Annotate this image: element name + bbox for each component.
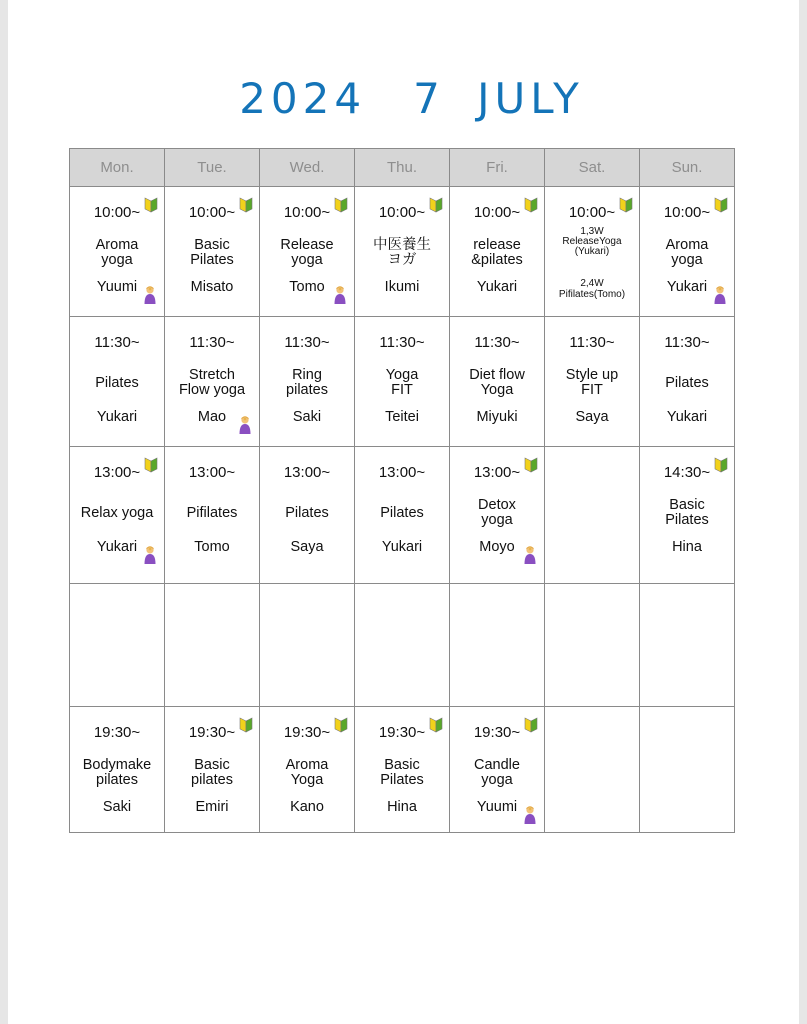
weekday-thu: Thu.: [355, 149, 450, 187]
instructor-name: Kano: [290, 799, 324, 815]
schedule-cell-mon: [70, 707, 165, 833]
schedule-cell-wed: [260, 187, 355, 317]
schedule-row: [70, 317, 735, 447]
class-time: 11:30~: [284, 334, 330, 351]
instructor-figure-icon: [237, 415, 253, 435]
class-name: Aroma yoga: [95, 237, 139, 268]
class-time: 14:30~: [663, 464, 711, 481]
class-name: Stretch Flow yoga: [178, 367, 246, 398]
instructor-name: Yuumi: [96, 279, 138, 295]
class-name: Basic pilates: [191, 757, 233, 788]
schedule-cell-mon: [70, 187, 165, 317]
beginner-mark-icon: [714, 457, 728, 473]
class-slot: [260, 187, 354, 316]
class-slot: [70, 317, 164, 446]
schedule-cell-sat: [545, 447, 640, 584]
weekday-tue: Tue.: [165, 149, 260, 187]
instructor-name: Saya: [290, 539, 324, 555]
class-time: 10:00~: [663, 204, 711, 221]
beginner-mark-icon: [334, 717, 348, 733]
schedule-cell-wed: [260, 317, 355, 447]
beginner-mark-icon: [239, 717, 253, 733]
class-time: 13:00~: [473, 464, 521, 481]
schedule-cell-sat: [545, 317, 640, 447]
class-slot: [545, 187, 639, 316]
instructor-name: Hina: [387, 799, 417, 815]
instructor-name: Saki: [102, 799, 132, 815]
class-time: 19:30~: [188, 724, 236, 741]
schedule-cell-sun: [640, 584, 735, 707]
class-slot: [165, 707, 259, 832]
instructor-name: Yukari: [381, 539, 423, 555]
instructor-name: Miyuki: [476, 409, 518, 425]
instructor-figure-icon: [332, 285, 348, 305]
instructor-name: Yukari: [96, 539, 138, 555]
class-time: 10:00~: [473, 204, 521, 221]
beginner-mark-icon: [619, 197, 633, 213]
class-name: 1,3W ReleaseYoga (Yukari): [562, 226, 622, 257]
beginner-mark-icon: [144, 457, 158, 473]
schedule-cell-tue: [165, 187, 260, 317]
schedule-cell-mon: [70, 317, 165, 447]
weekday-header-row: [70, 149, 735, 187]
schedule-cell-thu: [355, 447, 450, 584]
schedule-cell-fri: [450, 447, 545, 584]
class-name: Relax yoga: [80, 504, 154, 521]
class-slot: [70, 707, 164, 832]
class-slot: [640, 317, 734, 446]
schedule-cell-wed: [260, 584, 355, 707]
beginner-mark-icon: [524, 197, 538, 213]
class-name: Basic Pilates: [380, 757, 424, 788]
beginner-mark-icon: [334, 197, 348, 213]
instructor-name: Saya: [575, 409, 609, 425]
class-name: Detox yoga: [478, 497, 516, 528]
weekday-sat: Sat.: [545, 149, 640, 187]
instructor-figure-icon: [142, 285, 158, 305]
instructor-name: Ikumi: [384, 279, 420, 295]
class-name: Bodymake pilates: [82, 757, 152, 788]
beginner-mark-icon: [524, 457, 538, 473]
schedule-cell-fri: [450, 187, 545, 317]
instructor-name: Mao: [197, 409, 227, 425]
schedule-cell-fri: [450, 317, 545, 447]
schedule-cell-sun: [640, 447, 735, 584]
weekday-sun: Sun.: [640, 149, 735, 187]
class-time: 13:00~: [283, 464, 331, 481]
beginner-mark-icon: [239, 197, 253, 213]
class-slot: [260, 447, 354, 583]
instructor-figure-icon: [712, 285, 728, 305]
class-slot: [70, 447, 164, 583]
schedule-cell-thu: [355, 584, 450, 707]
class-time: 10:00~: [93, 204, 141, 221]
class-time: 19:30~: [473, 724, 521, 741]
class-slot: [355, 317, 449, 446]
instructor-name: Emiri: [195, 799, 229, 815]
weekday-mon: Mon.: [70, 149, 165, 187]
class-time: 10:00~: [378, 204, 426, 221]
class-name: Basic Pilates: [190, 237, 234, 268]
schedule-row: [70, 187, 735, 317]
schedule-table: [69, 148, 735, 833]
instructor-figure-icon: [522, 545, 538, 565]
instructor-name: Misato: [190, 279, 234, 295]
instructor-name: Yukari: [96, 409, 138, 425]
class-time: 11:30~: [379, 334, 425, 351]
class-slot: [640, 187, 734, 316]
class-time: 11:30~: [189, 334, 235, 351]
schedule-row: [70, 707, 735, 833]
class-time: 19:30~: [93, 724, 141, 741]
class-name: Pilates: [285, 504, 329, 521]
schedule-cell-thu: [355, 707, 450, 833]
schedule-cell-sat: [545, 584, 640, 707]
instructor-figure-icon: [142, 545, 158, 565]
class-time: 19:30~: [378, 724, 426, 741]
beginner-mark-icon: [429, 197, 443, 213]
instructor-name: Hina: [672, 539, 702, 555]
schedule-cell-sun: [640, 707, 735, 833]
class-slot: [355, 187, 449, 316]
schedule-cell-tue: [165, 707, 260, 833]
schedule-cell-thu: [355, 317, 450, 447]
class-time: 13:00~: [93, 464, 141, 481]
instructor-name: Moyo: [479, 539, 515, 555]
class-slot: [450, 707, 544, 832]
class-slot: [640, 447, 734, 583]
beginner-mark-icon: [714, 197, 728, 213]
class-name: 中医養生 ヨガ: [373, 237, 431, 268]
class-slot: [165, 187, 259, 316]
instructor-name: 2,4W Pifilates(Tomo): [558, 278, 626, 300]
class-time: 11:30~: [569, 334, 615, 351]
weekday-wed: Wed.: [260, 149, 355, 187]
class-name: Aroma Yoga: [285, 757, 329, 788]
beginner-mark-icon: [144, 197, 158, 213]
schedule-cell-wed: [260, 447, 355, 584]
class-name: Candle yoga: [474, 757, 520, 788]
class-time: 11:30~: [94, 334, 140, 351]
class-name: Basic Pilates: [665, 497, 709, 528]
instructor-name: Tomo: [194, 539, 230, 555]
schedule-cell-fri: [450, 584, 545, 707]
class-time: 11:30~: [664, 334, 710, 351]
instructor-name: Teitei: [385, 409, 419, 425]
instructor-name: Yuumi: [476, 799, 518, 815]
class-slot: [450, 187, 544, 316]
schedule-cell-tue: [165, 317, 260, 447]
class-time: 13:00~: [378, 464, 426, 481]
class-slot: [545, 317, 639, 446]
schedule-row: [70, 584, 735, 707]
class-name: Pifilates: [186, 504, 238, 521]
schedule-cell-mon: [70, 447, 165, 584]
weekday-fri: Fri.: [450, 149, 545, 187]
class-slot: [70, 187, 164, 316]
beginner-mark-icon: [524, 717, 538, 733]
class-name: Pilates: [95, 374, 139, 391]
schedule-cell-tue: [165, 447, 260, 584]
schedule-cell-sun: [640, 317, 735, 447]
class-time: 10:00~: [188, 204, 236, 221]
schedule-cell-wed: [260, 707, 355, 833]
instructor-name: Tomo: [289, 279, 325, 295]
schedule-cell-tue: [165, 584, 260, 707]
instructor-name: Yukari: [476, 279, 518, 295]
schedule-cell-fri: [450, 707, 545, 833]
class-slot: [450, 447, 544, 583]
class-slot: [355, 447, 449, 583]
schedule-cell-thu: [355, 187, 450, 317]
class-slot: [355, 707, 449, 832]
class-slot: [260, 707, 354, 832]
class-name: Ring pilates: [286, 367, 328, 398]
instructor-figure-icon: [522, 805, 538, 825]
schedule-cell-sat: [545, 707, 640, 833]
class-time: 10:00~: [283, 204, 331, 221]
schedule-row: [70, 447, 735, 584]
class-name: Aroma yoga: [665, 237, 709, 268]
schedule-cell-mon: [70, 584, 165, 707]
class-time: 13:00~: [188, 464, 236, 481]
class-time: 11:30~: [474, 334, 520, 351]
class-name: Style up FIT: [565, 367, 619, 398]
class-time: 19:30~: [283, 724, 331, 741]
schedule-cell-sun: [640, 187, 735, 317]
beginner-mark-icon: [429, 717, 443, 733]
class-name: Pilates: [665, 374, 709, 391]
class-slot: [260, 317, 354, 446]
page-title: 2024 7 JULY: [239, 74, 584, 123]
class-time: 10:00~: [568, 204, 616, 221]
class-slot: [165, 447, 259, 583]
class-name: Yoga FIT: [385, 367, 419, 398]
instructor-name: Saki: [292, 409, 322, 425]
class-name: Pilates: [380, 504, 424, 521]
class-name: release &pilates: [471, 237, 523, 268]
class-name: Diet flow Yoga: [469, 367, 525, 398]
schedule-cell-sat: [545, 187, 640, 317]
instructor-name: Yukari: [666, 409, 708, 425]
instructor-name: Yukari: [666, 279, 708, 295]
class-slot: [450, 317, 544, 446]
class-name: Release yoga: [280, 237, 334, 268]
class-slot: [165, 317, 259, 446]
